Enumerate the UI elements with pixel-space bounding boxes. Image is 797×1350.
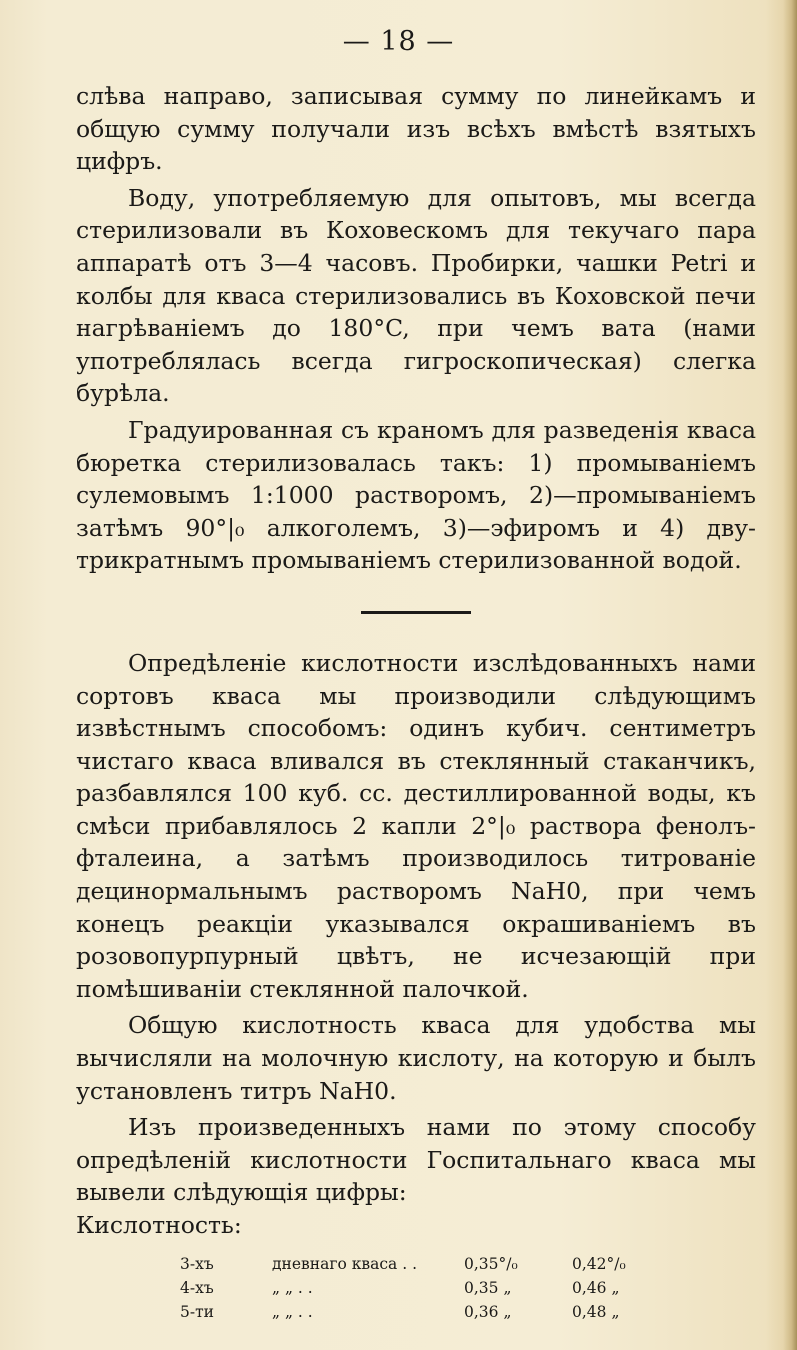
section-divider [76, 577, 756, 647]
paragraph-continuation: слѣва направо, записывая сумму по линейкамъ и общую сумму получали изъ всѣхъ вмѣстѣ взятыхъ цифръ. [76, 82, 756, 176]
paragraph-sterilization-water: Воду, употребляемую для опытовъ, мы всегда стерилизовали въ Коховескомъ для текучаго пара аппаратѣ отъ 3—4 часовъ. Пробирки, чашки Petri и колбы для кваса стерилизовались въ Коховской печи нагрѣваніемъ до 180°C, при чемъ вата (нами употреблялась всегда гигроскопическая) слегка бурѣла. [76, 183, 756, 408]
row-label: 5-ти [180, 1302, 215, 1321]
row-label: 4-хъ [180, 1278, 214, 1297]
row-value-1: 0,36 „ [464, 1302, 512, 1321]
paragraph-lactic-acid: Общую кислотность кваса для удобства мы вычисляли на молочную кислоту, на которую и былъ установленъ титръ NaH0. [76, 1011, 756, 1105]
table-row [180, 1300, 662, 1324]
row-label: 3-хъ [180, 1254, 214, 1273]
row-description: дневнаго кваса . . [272, 1254, 418, 1273]
page-edge-shadow [783, 0, 797, 1350]
row-description: „ „ . . [272, 1302, 313, 1321]
divider-rule [361, 611, 471, 614]
row-value-1: 0,35 „ [464, 1278, 512, 1297]
row-value-2: 0,48 „ [572, 1302, 620, 1321]
table-row [180, 1276, 662, 1300]
row-description: „ „ . . [272, 1278, 313, 1297]
row-value-1: 0,35°/₀ [464, 1254, 518, 1273]
paragraph-burette: Градуированная съ краномъ для разведенія кваса бюретка стерилизовалась такъ: 1) промываніемъ сулемовымъ 1:1000 растворомъ, 2)—промываніемъ затѣмъ 90°|₀ алкоголемъ, 3)—эфиромъ и 4) дву-трикратнымъ промываніемъ стерилизованной водой. [76, 415, 756, 575]
acidity-table [180, 1252, 662, 1324]
body-text [76, 80, 756, 1324]
paragraph-acidity-method: Опредѣленіе кислотности изслѣдованныхъ нами сортовъ кваса мы производили слѣдующимъ извѣстнымъ способомъ: одинъ кубич. сентиметръ чистаго кваса вливался въ стеклянный стаканчикъ, разбавлялся 100 куб. сс. дестиллированной воды, къ смѣси прибавлялось 2 капли 2°|₀ раствора фенолъ-фталеина, а затѣмъ производилось титрованіе децинормальнымъ растворомъ NaH0, при чемъ конецъ реакціи указывался окрашиваніемъ въ розовопурпурный цвѣтъ, не исчезающій при помѣшиваніи стеклянной палочкой. [76, 648, 756, 1003]
table-row [180, 1252, 662, 1276]
row-value-2: 0,42°/₀ [572, 1254, 626, 1273]
row-value-2: 0,46 „ [572, 1278, 620, 1297]
acidity-heading: Кислотность: [76, 1211, 242, 1239]
page-number: — 18 — [342, 26, 455, 57]
paragraph-results-intro: Изъ произведенныхъ нами по этому способу опредѣленій кислотности Госпитальнаго кваса мы вывели слѣдующія цифры: [76, 1113, 756, 1207]
